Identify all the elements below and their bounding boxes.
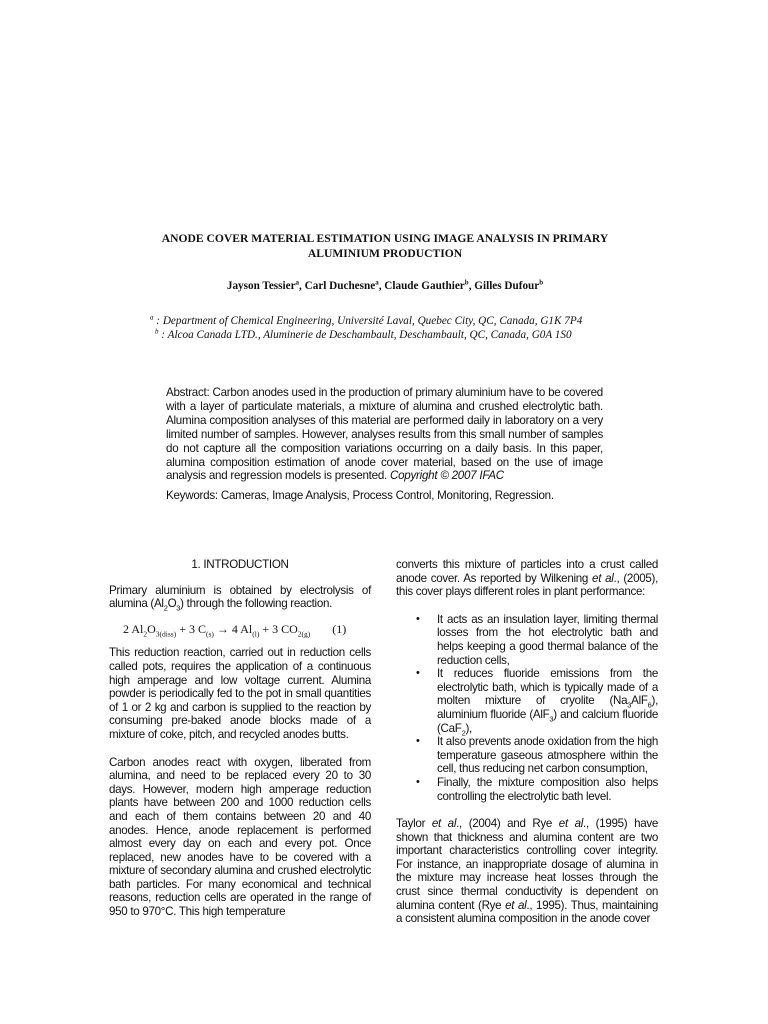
subscript: (l) [252, 629, 260, 639]
body-text: ., (2004) and Rye [456, 817, 559, 831]
list-item-text: AlF [631, 694, 648, 708]
subscript: 2 [143, 629, 148, 639]
subscript: 3 [176, 603, 181, 613]
list-item [414, 776, 658, 803]
equation-term: → 4 Al [213, 621, 253, 636]
list-item-text: ), aluminium fluoride (AlF [437, 694, 658, 721]
author-separator: , [378, 280, 385, 292]
subscript: 2 [461, 727, 466, 737]
affiliation-text: : Alcoa Canada LTD., Aluminerie de Deschambault, Deschambault, QC, Canada, G0A 1S0 [158, 329, 572, 341]
subscript: (s) [205, 629, 214, 639]
intro-text: ) through the following reaction. [180, 597, 333, 611]
right-paragraph-1 [396, 558, 658, 599]
title-line-2: ALUMINIUM PRODUCTION [307, 247, 463, 260]
body-text: ., (1995) have shown that thickness and alumina content are two important characteristics controlling cover integrity. For instance, an inappropriate dosage of alumina in the mixture may increase heat losses through the crust since thermal conductivity is dependent on alumina content (Rye [396, 817, 659, 912]
subscript: 3(diss) [155, 629, 177, 639]
intro-paragraph-3: Carbon anodes react with oxygen, liberated from alumina, and need to be replaced every 20 to 30 days. However, modern high amperage reduction plants have between 200 and 1000 reduction cells and each of them contains between 20 and 40 anodes. Hence, anode replacement is performed almost every day on each and every pot. Once replaced, new anodes have to be covered with a mixture of secondary alumina and crushed electrolytic bath particles. For many economical and technical reasons, reduction cells are operated in the range of 950 to 970°C. This high temperature [109, 755, 371, 919]
right-column [396, 558, 658, 926]
body-text: Taylor [396, 817, 432, 831]
equation-term: + 3 CO [259, 621, 298, 636]
et-al: et al [558, 817, 584, 831]
author-affiliation-mark: b [464, 278, 469, 287]
list-item-text: It acts as an insulation layer, limiting thermal losses from the hot electrolytic bath and helps keeping a good thermal balance of the reduction cells, [437, 612, 658, 667]
affiliation-text: : Department of Chemical Engineering, Université Laval, Quebec City, QC, Canada, G1K 7P4 [153, 315, 583, 327]
list-item-text: It reduces fluoride emissions from the electrolytic bath, which is typically made of a molten mixture of cryolite (Na [437, 667, 658, 708]
reaction-equation [109, 623, 371, 637]
subscript: 3 [627, 700, 632, 710]
section-heading: 1. INTRODUCTION [191, 558, 289, 571]
equation-term: 2 Al [123, 621, 144, 636]
bullet-icon: • [416, 775, 420, 788]
subscript: 6 [647, 700, 652, 710]
affiliation-a [150, 315, 630, 327]
affiliation-b [155, 329, 635, 341]
author-affiliation-mark: b [539, 278, 544, 287]
author-name: Carl Duchesne [304, 280, 376, 292]
body-text: ., 1995). Thus, maintaining a consistent alumina composition in the anode cover [396, 898, 658, 926]
list-item-text: Finally, the mixture composition also helps controlling the electrolytic bath level. [437, 775, 658, 803]
equation-number: (1) [332, 621, 347, 636]
subscript: 2(g) [297, 629, 311, 639]
keywords: Keywords: Cameras, Image Analysis, Process Control, Monitoring, Regression. [166, 489, 554, 502]
et-al: et al [431, 817, 457, 831]
author-name: Gilles Dufour [474, 280, 540, 292]
author-list [120, 280, 650, 292]
author-name: Jayson Tessier [226, 280, 296, 292]
roles-list [396, 613, 658, 803]
abstract-text: Abstract: Carbon anodes used in the production of primary aluminium have to be covered with a layer of particulate materials, a mixture of alumina and crushed electrolytic bath. Alumina composition analyses of this material are performed daily in laboratory on a very limited number of samples. However, analyses results from this small number of samples do not capture all the composition variations occurring on a daily basis. In this paper, alumina composition estimation of anode cover material, based on the use of image analysis and regression models is presented. [166, 386, 603, 483]
subscript: 3 [549, 714, 554, 724]
bullet-icon: • [416, 667, 420, 680]
list-item [414, 613, 658, 667]
intro-paragraph-1 [109, 584, 371, 611]
list-item-text: ), [465, 721, 472, 735]
et-al: et al [592, 571, 614, 585]
body-text: converts this mixture of particles into a crust called anode cover. As reported by Wilkening [396, 558, 658, 585]
equation-term: O [147, 621, 156, 636]
author-affiliation-mark: a [295, 278, 300, 287]
intro-text: O [167, 597, 177, 611]
author-separator: , [468, 280, 475, 292]
left-column [109, 558, 371, 919]
list-item [414, 735, 658, 776]
intro-text: Primary aluminium is obtained by electrolysis of alumina (Al [109, 583, 371, 611]
paper-title [140, 231, 630, 261]
equation-term: + 3 C [176, 621, 206, 636]
et-al: et al [505, 898, 527, 912]
intro-paragraph-2: This reduction reaction, carried out in reduction cells called pots, requires the application of a continuous high amperage and low voltage current. Alumina powder is periodically fed to the pot in small quantities of 1 or 2 kg and carbon is supplied to the reaction by consuming pre-baked anode blocks made of a mixture of coke, pitch, and recycled anodes butts. [109, 646, 371, 741]
copyright-notice: Copyright © 2007 IFAC [389, 469, 504, 483]
list-item-text: ) and calcium fluoride (CaF [437, 707, 658, 735]
affiliation-mark: b [155, 327, 159, 336]
abstract [166, 386, 603, 483]
body-text: ., (2005), this cover plays different roles in plant performance: [396, 571, 658, 599]
bullet-icon: • [416, 735, 420, 748]
right-paragraph-2 [396, 817, 658, 926]
author-separator: , [299, 280, 305, 292]
list-item [414, 667, 658, 735]
author-name: Claude Gauthier [384, 280, 465, 292]
list-item-text: It also prevents anode oxidation from the high temperature gaseous atmosphere within the cell, thus reducing net carbon consumption, [437, 735, 658, 776]
subscript: 2 [163, 603, 168, 613]
author-affiliation-mark: a [375, 278, 379, 287]
affiliation-mark: a [150, 313, 154, 322]
bullet-icon: • [416, 612, 420, 625]
title-line-1: ANODE COVER MATERIAL ESTIMATION USING IMAGE ANALYSIS IN PRIMARY [161, 232, 609, 245]
